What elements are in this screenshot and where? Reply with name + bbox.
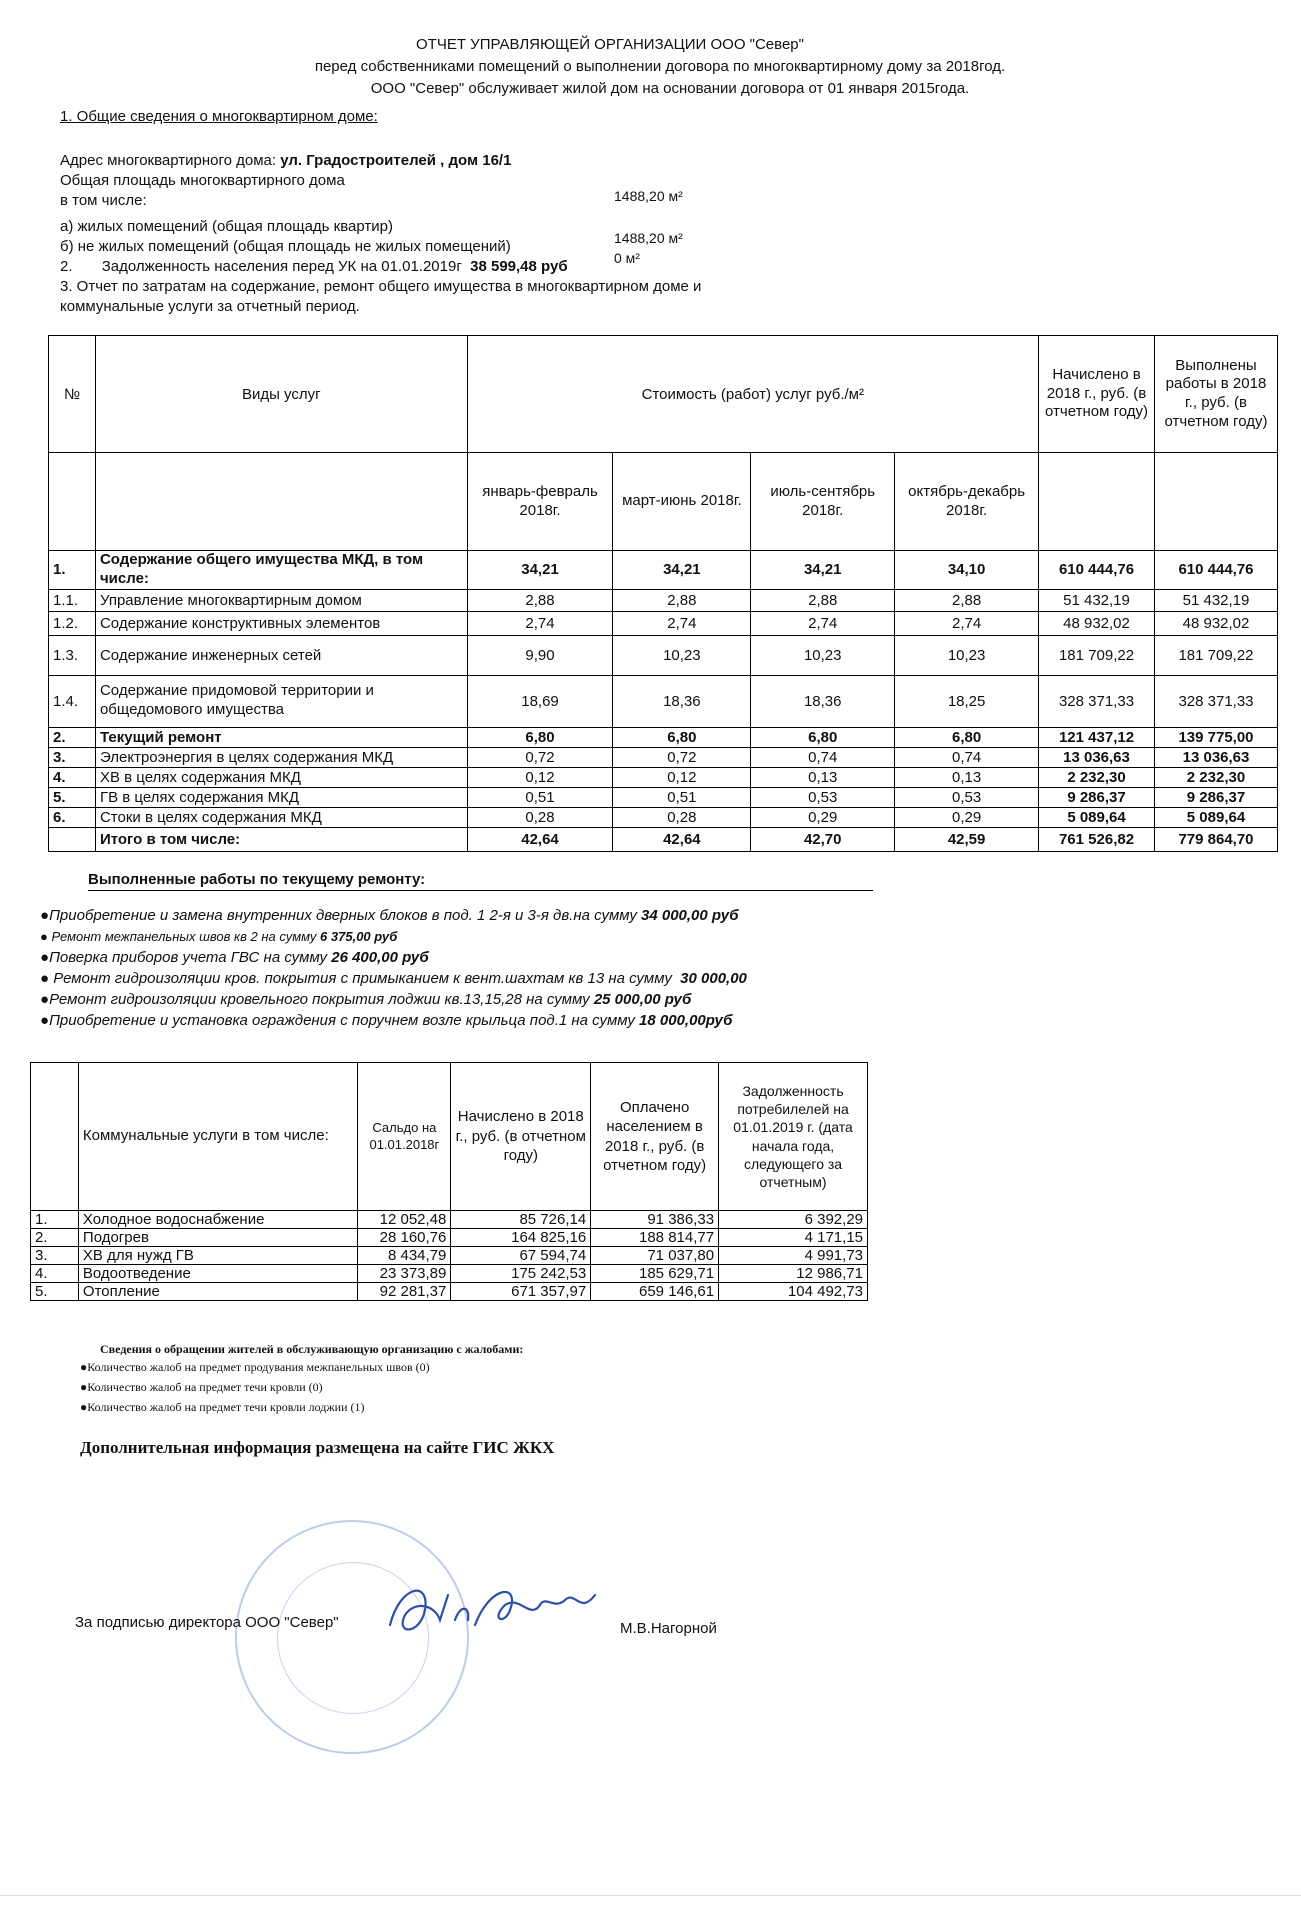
period-header: июль-сентябрь 2018г. xyxy=(751,453,895,551)
period-header: март-июнь 2018г. xyxy=(613,453,751,551)
col-charged-header: Начислено в 2018 г., руб. (в отчетном году) xyxy=(1039,336,1155,453)
util-balance-header: Сальдо на 01.01.2018г xyxy=(358,1063,451,1211)
report-caption-1: 3. Отчет по затратам на содержание, ремонт общего имущества в многоквартирном доме и xyxy=(60,278,702,295)
table-row: 5. Отопление 92 281,37 671 357,97 659 146,61 104 492,73 xyxy=(31,1283,868,1301)
living-value: 1488,20 м² xyxy=(614,230,683,246)
table-row: 1.2. Содержание конструктивных элементов 2,74 2,74 2,74 2,74 48 932,02 48 932,02 xyxy=(49,611,1278,635)
complaints-section xyxy=(80,1342,524,1417)
util-debt-header: Задолженность потребилелей на 01.01.2019 г. (дата начала года, следующего за отчетным) xyxy=(719,1063,868,1211)
table-row: 3. ХВ для нужд ГВ 8 434,79 67 594,74 71 037,80 4 991,73 xyxy=(31,1247,868,1265)
repairs-title: Выполненные работы по текущему ремонту: xyxy=(88,871,426,888)
list-item: ●Количество жалоб на предмет течи кровли лоджии (1) xyxy=(80,1400,365,1414)
list-item: ●Поверка приборов учета ГВС на сумму 26 400,00 руб xyxy=(40,949,429,966)
address-value: ул. Градостроителей , дом 16/1 xyxy=(280,152,512,169)
table-row: 4. Водоотведение 23 373,89 175 242,53 185 629,71 12 986,71 xyxy=(31,1265,868,1283)
table-row: 1.1. Управление многоквартирным домом 2,88 2,88 2,88 2,88 51 432,19 51 432,19 xyxy=(49,589,1278,611)
cost-table xyxy=(48,335,1278,852)
area-label: Общая площадь многоквартирного дома xyxy=(60,172,345,189)
table-row: 6. Стоки в целях содержания МКД 0,28 0,28 0,29 0,29 5 089,64 5 089,64 xyxy=(49,807,1278,827)
period-header: январь-февраль 2018г. xyxy=(467,453,613,551)
table-row: 1. Холодное водоснабжение 12 052,48 85 726,14 91 386,33 6 392,29 xyxy=(31,1211,868,1229)
list-item: ●Приобретение и замена внутренних дверных блоков в под. 1 2-я и 3-я дв.на сумму 34 000,00 руб xyxy=(40,907,739,924)
table-row: 1.4. Содержание придомовой территории и общедомового имущества 18,69 18,36 18,36 18,25 328 371,33 328 371,33 xyxy=(49,675,1278,727)
director-signature xyxy=(380,1565,620,1655)
report-subtitle: перед собственниками помещений о выполнении договора по многоквартирному дому за 2018год. xyxy=(314,58,1006,75)
list-item: ●Ремонт гидроизоляции кровельного покрытия лоджии кв.13,15,28 на сумму 25 000,00 руб xyxy=(40,991,692,1008)
report-title: ОТЧЕТ УПРАВЛЯЮЩЕЙ ОРГАНИЗАЦИИ ООО "Север" xyxy=(416,36,804,53)
table-row: 3. Электроэнергия в целях содержания МКД 0,72 0,72 0,74 0,74 13 036,63 13 036,63 xyxy=(49,747,1278,767)
table-total-row: Итого в том числе: 42,64 42,64 42,70 42,59 761 526,82 779 864,70 xyxy=(49,827,1278,851)
complaints-title: Сведения о обращении жителей в обслуживающую организацию с жалобами: xyxy=(100,1342,524,1356)
list-item: ●Количество жалоб на предмет течи кровли (0) xyxy=(80,1380,323,1394)
address-label: Адрес многоквартирного дома: ул. Градостроителей , дом 16/1 xyxy=(60,152,512,169)
living-label: а) жилых помещений (общая площадь квартир) xyxy=(60,218,393,235)
general-section-title: 1. Общие сведения о многоквартирном доме: xyxy=(60,108,378,125)
signature-label: За подписью директора ООО "Север" xyxy=(75,1614,339,1631)
divider xyxy=(88,890,873,891)
col-service-header: Виды услуг xyxy=(95,336,467,453)
list-item: ● Ремонт гидроизоляции кров. покрытия с примыканием к вент.шахтам кв 13 на сумму 30 000,00 xyxy=(40,970,747,987)
director-name: М.В.Нагорной xyxy=(620,1620,717,1637)
table-row: 1.3. Содержание инженерных сетей 9,90 10,23 10,23 10,23 181 709,22 181 709,22 xyxy=(49,635,1278,675)
utilities-table xyxy=(30,1062,868,1301)
col-done-header: Выполнены работы в 2018 г., руб. (в отчетном году) xyxy=(1154,336,1277,453)
table-row: 2. Текущий ремонт 6,80 6,80 6,80 6,80 121 437,12 139 775,00 xyxy=(49,727,1278,747)
table-row: 2. Подогрев 28 160,76 164 825,16 188 814,77 4 171,15 xyxy=(31,1229,868,1247)
util-paid-header: Оплачено населением в 2018 г., руб. (в отчетном году) xyxy=(591,1063,719,1211)
debt-line: 2. Задолженность населения перед УК на 01.01.2019г 38 599,48 руб xyxy=(60,258,568,275)
incl-label: в том числе: xyxy=(60,192,147,209)
gis-note: Дополнительная информация размещена на сайте ГИС ЖКХ xyxy=(80,1438,555,1457)
nonliving-value: 0 м² xyxy=(614,250,640,266)
table-row: 1. Содержание общего имущества МКД, в том числе: 34,21 34,21 34,21 34,10 610 444,76 610 444,76 xyxy=(49,551,1278,590)
util-service-header: Коммунальные услуги в том числе: xyxy=(78,1063,358,1211)
col-num-header: № xyxy=(49,336,96,453)
util-charged-header: Начислено в 2018 г., руб. (в отчетном году) xyxy=(451,1063,591,1211)
nonliving-label: б) не жилых помещений (общая площадь не жилых помещений) xyxy=(60,238,511,255)
report-caption-2: коммунальные услуги за отчетный период. xyxy=(60,298,360,315)
contract-line: ООО "Север" обслуживает жилой дом на основании договора от 01 января 2015года. xyxy=(370,80,970,97)
table-row: 5. ГВ в целях содержания МКД 0,51 0,51 0,53 0,53 9 286,37 9 286,37 xyxy=(49,787,1278,807)
period-header: октябрь-декабрь 2018г. xyxy=(895,453,1039,551)
table-row: 4. ХВ в целях содержания МКД 0,12 0,12 0,13 0,13 2 232,30 2 232,30 xyxy=(49,767,1278,787)
debt-value: 38 599,48 руб xyxy=(470,258,568,275)
list-item: ●Количество жалоб на предмет продувания межпанельных швов (0) xyxy=(80,1360,430,1374)
col-cost-header: Стоимость (работ) услуг руб./м² xyxy=(467,336,1038,453)
area-total-value: 1488,20 м² xyxy=(614,188,683,204)
divider xyxy=(0,1895,1301,1896)
list-item: ● Ремонт межпанельных швов кв 2 на сумму 6 375,00 руб xyxy=(40,929,398,944)
list-item: ●Приобретение и установка ограждения с поручнем возле крыльца под.1 на сумму 18 000,00руб xyxy=(40,1012,733,1029)
repairs-list xyxy=(40,905,940,1031)
